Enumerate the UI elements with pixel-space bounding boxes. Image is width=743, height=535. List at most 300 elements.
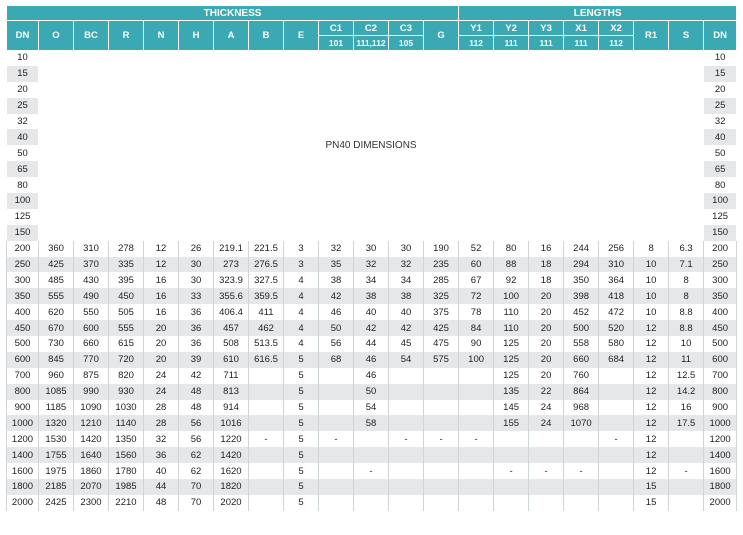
table-cell: 1210 xyxy=(74,415,109,431)
table-cell: 12.5 xyxy=(669,368,704,384)
table-cell: 12 xyxy=(634,352,669,368)
table-row xyxy=(7,479,737,495)
table-row xyxy=(7,257,737,273)
table-cell: 24 xyxy=(529,400,564,416)
table-cell: 30 xyxy=(179,257,214,273)
table-cell xyxy=(669,447,704,463)
table-cell: 36 xyxy=(179,336,214,352)
table-cell: 219.1 xyxy=(214,241,249,257)
table-cell: 42 xyxy=(389,320,424,336)
table-cell: 475 xyxy=(424,336,459,352)
table-cell: 294 xyxy=(564,257,599,273)
table-cell: 5 xyxy=(284,479,319,495)
table-cell xyxy=(459,368,494,384)
table-row xyxy=(7,50,737,66)
table-cell: 35 xyxy=(319,257,354,273)
table-cell: 62 xyxy=(179,447,214,463)
table-cell: 42 xyxy=(354,320,389,336)
table-cell: 960 xyxy=(39,368,74,384)
table-row xyxy=(7,368,737,384)
table-cell: 20 xyxy=(529,368,564,384)
table-cell: 615 xyxy=(109,336,144,352)
dn-cell: 150 xyxy=(7,225,39,241)
column-code-x1: 111 xyxy=(564,36,599,51)
table-cell: 10 xyxy=(634,257,669,273)
dn-cell: 250 xyxy=(7,257,39,273)
table-cell xyxy=(389,400,424,416)
table-cell xyxy=(669,495,704,511)
dn-cell: 32 xyxy=(704,114,737,130)
table-cell: 50 xyxy=(354,384,389,400)
column-header-y1: Y1 xyxy=(459,21,494,36)
table-cell xyxy=(564,447,599,463)
table-cell: 620 xyxy=(39,304,74,320)
table-cell: 110 xyxy=(494,320,529,336)
dn-cell: 150 xyxy=(704,225,737,241)
dn-cell: 10 xyxy=(7,50,39,66)
dn-cell: 700 xyxy=(7,368,39,384)
table-cell: 60 xyxy=(459,257,494,273)
table-cell: 46 xyxy=(319,304,354,320)
table-row xyxy=(7,241,737,257)
table-row xyxy=(7,400,737,416)
table-cell: 472 xyxy=(599,304,634,320)
table-cell xyxy=(389,447,424,463)
table-cell: 12 xyxy=(634,320,669,336)
table-cell: 875 xyxy=(74,368,109,384)
table-cell xyxy=(424,447,459,463)
table-cell xyxy=(319,368,354,384)
table-cell: 235 xyxy=(424,257,459,273)
column-code-c1: 101 xyxy=(319,36,354,51)
table-cell xyxy=(249,368,284,384)
column-header-o: O xyxy=(39,21,74,51)
table-cell: 38 xyxy=(319,272,354,288)
table-cell: 8 xyxy=(669,272,704,288)
table-cell: 1755 xyxy=(39,447,74,463)
table-cell: 12 xyxy=(634,415,669,431)
table-cell: 430 xyxy=(74,272,109,288)
table-cell: 32 xyxy=(319,241,354,257)
table-cell: 335 xyxy=(109,257,144,273)
table-cell: 155 xyxy=(494,415,529,431)
table-cell: 4 xyxy=(284,304,319,320)
dn-cell: 600 xyxy=(7,352,39,368)
dn-cell: 125 xyxy=(704,209,737,225)
table-cell: 375 xyxy=(424,304,459,320)
dn-cell: 1800 xyxy=(704,479,737,495)
table-cell: 20 xyxy=(144,352,179,368)
table-cell xyxy=(669,479,704,495)
table-cell: 1640 xyxy=(74,447,109,463)
table-cell: 11 xyxy=(669,352,704,368)
column-code-x2: 112 xyxy=(599,36,634,51)
table-cell: - xyxy=(459,431,494,447)
table-cell: 28 xyxy=(144,415,179,431)
table-cell: 278 xyxy=(109,241,144,257)
table-cell: 28 xyxy=(144,400,179,416)
table-cell: 930 xyxy=(109,384,144,400)
table-cell: 452 xyxy=(564,304,599,320)
table-cell: 8.8 xyxy=(669,304,704,320)
table-cell: 125 xyxy=(494,352,529,368)
table-cell xyxy=(529,447,564,463)
table-cell xyxy=(599,368,634,384)
table-cell: 660 xyxy=(74,336,109,352)
table-cell: 56 xyxy=(179,415,214,431)
table-cell: 24 xyxy=(144,384,179,400)
table-cell: 40 xyxy=(144,463,179,479)
dn-cell: 1600 xyxy=(7,463,39,479)
dn-cell: 25 xyxy=(7,98,39,114)
table-cell: 1070 xyxy=(564,415,599,431)
table-cell: 1090 xyxy=(74,400,109,416)
table-cell: 30 xyxy=(179,272,214,288)
table-cell: 5 xyxy=(284,384,319,400)
column-header-r: R xyxy=(109,21,144,51)
table-cell: 555 xyxy=(109,320,144,336)
table-cell: 50 xyxy=(319,320,354,336)
table-cell: 12 xyxy=(634,336,669,352)
table-cell: 505 xyxy=(109,304,144,320)
table-cell: 411 xyxy=(249,304,284,320)
table-cell: 2425 xyxy=(39,495,74,511)
table-cell: 12 xyxy=(634,400,669,416)
table-cell: 42 xyxy=(179,368,214,384)
table-cell: 78 xyxy=(459,304,494,320)
table-cell: - xyxy=(564,463,599,479)
table-cell: 5 xyxy=(284,463,319,479)
column-header-c2: C2 xyxy=(354,21,389,36)
column-header-h: H xyxy=(179,21,214,51)
dn-cell: 450 xyxy=(704,320,737,336)
table-row xyxy=(7,288,737,304)
table-cell: 32 xyxy=(144,431,179,447)
dn-cell: 200 xyxy=(704,241,737,257)
table-cell: 558 xyxy=(564,336,599,352)
table-cell: 190 xyxy=(424,241,459,257)
table-cell: 100 xyxy=(494,288,529,304)
table-cell: 711 xyxy=(214,368,249,384)
table-row xyxy=(7,384,737,400)
column-code-y1: 112 xyxy=(459,36,494,51)
table-cell: 1420 xyxy=(214,447,249,463)
table-cell: 820 xyxy=(109,368,144,384)
table-cell: 70 xyxy=(179,495,214,511)
table-cell: 10 xyxy=(669,336,704,352)
table-cell: 660 xyxy=(564,352,599,368)
dn-cell: 500 xyxy=(7,336,39,352)
dn-cell: 80 xyxy=(704,177,737,193)
column-code-c3: 105 xyxy=(389,36,424,51)
table-cell: 12 xyxy=(144,257,179,273)
dn-cell: 500 xyxy=(704,336,737,352)
table-cell xyxy=(249,384,284,400)
table-cell xyxy=(494,431,529,447)
table-cell: 359.5 xyxy=(249,288,284,304)
table-cell xyxy=(319,400,354,416)
dn-cell: 800 xyxy=(7,384,39,400)
dn-cell: 1800 xyxy=(7,479,39,495)
table-cell: 45 xyxy=(389,336,424,352)
table-cell: 18 xyxy=(529,257,564,273)
dn-cell: 1200 xyxy=(7,431,39,447)
table-cell: 56 xyxy=(319,336,354,352)
dn-cell: 25 xyxy=(704,98,737,114)
dn-cell: 300 xyxy=(7,272,39,288)
table-cell: 12 xyxy=(634,447,669,463)
table-cell: 34 xyxy=(354,272,389,288)
dn-cell: 65 xyxy=(7,161,39,177)
table-cell: 26 xyxy=(179,241,214,257)
table-cell xyxy=(249,463,284,479)
table-row xyxy=(7,336,737,352)
table-cell: 48 xyxy=(144,495,179,511)
table-cell: 325 xyxy=(424,288,459,304)
dn-cell: 900 xyxy=(7,400,39,416)
dn-cell: 350 xyxy=(7,288,39,304)
table-cell: 16 xyxy=(144,272,179,288)
table-cell: 508 xyxy=(214,336,249,352)
table-cell: 20 xyxy=(529,304,564,320)
dn-cell: 2000 xyxy=(7,495,39,511)
table-cell: 48 xyxy=(179,400,214,416)
dn-cell: 400 xyxy=(7,304,39,320)
dn-cell: 15 xyxy=(704,66,737,82)
table-cell: 684 xyxy=(599,352,634,368)
column-header-x2: X2 xyxy=(599,21,634,36)
table-cell: 72 xyxy=(459,288,494,304)
table-cell xyxy=(599,479,634,495)
table-cell xyxy=(564,479,599,495)
table-cell: 513.5 xyxy=(249,336,284,352)
table-cell xyxy=(494,447,529,463)
table-cell: - xyxy=(319,431,354,447)
table-cell xyxy=(389,415,424,431)
table-cell xyxy=(389,495,424,511)
column-header-n: N xyxy=(144,21,179,51)
pn40-dimensions-note: PN40 DIMENSIONS xyxy=(39,50,704,241)
table-cell xyxy=(564,495,599,511)
table-cell: 273 xyxy=(214,257,249,273)
table-cell: 1085 xyxy=(39,384,74,400)
table-cell xyxy=(459,495,494,511)
table-cell: 323.9 xyxy=(214,272,249,288)
dn-cell: 10 xyxy=(704,50,737,66)
column-code-c2: 111,112 xyxy=(354,36,389,51)
table-cell: 406.4 xyxy=(214,304,249,320)
table-cell: 88 xyxy=(494,257,529,273)
table-cell: 17.5 xyxy=(669,415,704,431)
table-cell: 350 xyxy=(564,272,599,288)
dn-cell: 20 xyxy=(704,82,737,98)
dn-cell: 100 xyxy=(704,193,737,209)
table-cell: - xyxy=(529,463,564,479)
table-cell: 327.5 xyxy=(249,272,284,288)
table-cell: 67 xyxy=(459,272,494,288)
table-cell: 68 xyxy=(319,352,354,368)
table-cell: 16 xyxy=(144,304,179,320)
table-cell: 276.5 xyxy=(249,257,284,273)
table-cell xyxy=(319,447,354,463)
table-cell: 39 xyxy=(179,352,214,368)
table-cell: 84 xyxy=(459,320,494,336)
dn-cell: 50 xyxy=(7,145,39,161)
table-cell: 40 xyxy=(389,304,424,320)
table-cell: 5 xyxy=(284,352,319,368)
table-cell: - xyxy=(424,431,459,447)
table-cell: 36 xyxy=(179,304,214,320)
table-cell: 100 xyxy=(459,352,494,368)
dn-cell: 1400 xyxy=(704,447,737,463)
dn-cell: 1600 xyxy=(704,463,737,479)
table-cell xyxy=(459,415,494,431)
table-cell xyxy=(424,463,459,479)
dn-cell: 40 xyxy=(704,129,737,145)
table-cell xyxy=(459,447,494,463)
table-cell: 92 xyxy=(494,272,529,288)
table-cell: 310 xyxy=(599,257,634,273)
table-cell: 24 xyxy=(144,368,179,384)
table-cell: 221.5 xyxy=(249,241,284,257)
table-cell: 30 xyxy=(354,241,389,257)
table-cell xyxy=(319,479,354,495)
table-cell: 1780 xyxy=(109,463,144,479)
table-cell xyxy=(459,384,494,400)
table-cell: 8.8 xyxy=(669,320,704,336)
table-cell: 1185 xyxy=(39,400,74,416)
table-cell xyxy=(599,384,634,400)
table-cell: 24 xyxy=(529,415,564,431)
table-cell: 42 xyxy=(319,288,354,304)
table-cell xyxy=(249,495,284,511)
column-code-y3: 111 xyxy=(529,36,564,51)
table-cell: 20 xyxy=(529,336,564,352)
dn-cell: 1000 xyxy=(7,415,39,431)
table-cell xyxy=(599,463,634,479)
table-cell: 34 xyxy=(389,272,424,288)
table-cell: 1985 xyxy=(109,479,144,495)
column-header-c3: C3 xyxy=(389,21,424,36)
table-cell: 1860 xyxy=(74,463,109,479)
table-row xyxy=(7,495,737,511)
table-cell: 1016 xyxy=(214,415,249,431)
table-cell: 1030 xyxy=(109,400,144,416)
dn-cell: 50 xyxy=(704,145,737,161)
table-cell: 1140 xyxy=(109,415,144,431)
table-cell: 720 xyxy=(109,352,144,368)
table-cell: 244 xyxy=(564,241,599,257)
table-cell xyxy=(459,400,494,416)
table-cell: 1420 xyxy=(74,431,109,447)
table-cell xyxy=(354,495,389,511)
table-cell: 20 xyxy=(529,320,564,336)
table-cell: 52 xyxy=(459,241,494,257)
table-cell xyxy=(599,400,634,416)
dn-cell: 1000 xyxy=(704,415,737,431)
table-cell xyxy=(424,479,459,495)
table-cell: 845 xyxy=(39,352,74,368)
table-cell: 38 xyxy=(354,288,389,304)
table-cell: 1320 xyxy=(39,415,74,431)
table-cell xyxy=(529,431,564,447)
table-cell: 135 xyxy=(494,384,529,400)
table-cell xyxy=(599,415,634,431)
dn-cell: 80 xyxy=(7,177,39,193)
table-cell xyxy=(389,463,424,479)
table-cell: 16 xyxy=(669,400,704,416)
column-header-r1: R1 xyxy=(634,21,669,51)
table-cell: - xyxy=(494,463,529,479)
column-header-g: G xyxy=(424,21,459,51)
column-header-a: A xyxy=(214,21,249,51)
table-cell: 550 xyxy=(74,304,109,320)
table-cell: 20 xyxy=(144,320,179,336)
table-cell: - xyxy=(389,431,424,447)
column-header-y2: Y2 xyxy=(494,21,529,36)
table-row xyxy=(7,447,737,463)
table-cell: 968 xyxy=(564,400,599,416)
column-header-x1: X1 xyxy=(564,21,599,36)
table-cell: 398 xyxy=(564,288,599,304)
table-cell: 2185 xyxy=(39,479,74,495)
table-cell: 5 xyxy=(284,447,319,463)
table-cell xyxy=(424,384,459,400)
table-cell: 616.5 xyxy=(249,352,284,368)
table-row xyxy=(7,463,737,479)
dn-cell: 450 xyxy=(7,320,39,336)
table-cell xyxy=(249,479,284,495)
dn-cell: 20 xyxy=(7,82,39,98)
dn-cell: 600 xyxy=(704,352,737,368)
table-cell xyxy=(529,495,564,511)
column-header-bc: BC xyxy=(74,21,109,51)
table-cell: 285 xyxy=(424,272,459,288)
dn-cell: 400 xyxy=(704,304,737,320)
table-cell xyxy=(389,384,424,400)
table-cell: 670 xyxy=(39,320,74,336)
table-cell: 364 xyxy=(599,272,634,288)
dn-cell: 65 xyxy=(704,161,737,177)
table-cell xyxy=(319,384,354,400)
table-cell: 10 xyxy=(634,288,669,304)
column-header-c1: C1 xyxy=(319,21,354,36)
table-cell xyxy=(424,400,459,416)
table-cell: 5 xyxy=(284,368,319,384)
table-cell: 360 xyxy=(39,241,74,257)
table-cell xyxy=(389,479,424,495)
table-cell: 12 xyxy=(634,463,669,479)
dn-cell: 700 xyxy=(704,368,737,384)
dn-cell: 800 xyxy=(704,384,737,400)
table-cell: - xyxy=(354,463,389,479)
table-cell: 46 xyxy=(354,352,389,368)
table-cell: 370 xyxy=(74,257,109,273)
table-cell: 610 xyxy=(214,352,249,368)
lengths-group-header: LENGTHS xyxy=(459,6,737,21)
table-cell: 813 xyxy=(214,384,249,400)
dn-cell: 300 xyxy=(704,272,737,288)
table-cell: 256 xyxy=(599,241,634,257)
table-cell: 2070 xyxy=(74,479,109,495)
table-cell: 20 xyxy=(529,288,564,304)
table-cell: 15 xyxy=(634,495,669,511)
table-cell: 3 xyxy=(284,241,319,257)
table-cell: 8 xyxy=(634,241,669,257)
dn-cell: 125 xyxy=(7,209,39,225)
table-cell: 864 xyxy=(564,384,599,400)
column-header-b: B xyxy=(249,21,284,51)
